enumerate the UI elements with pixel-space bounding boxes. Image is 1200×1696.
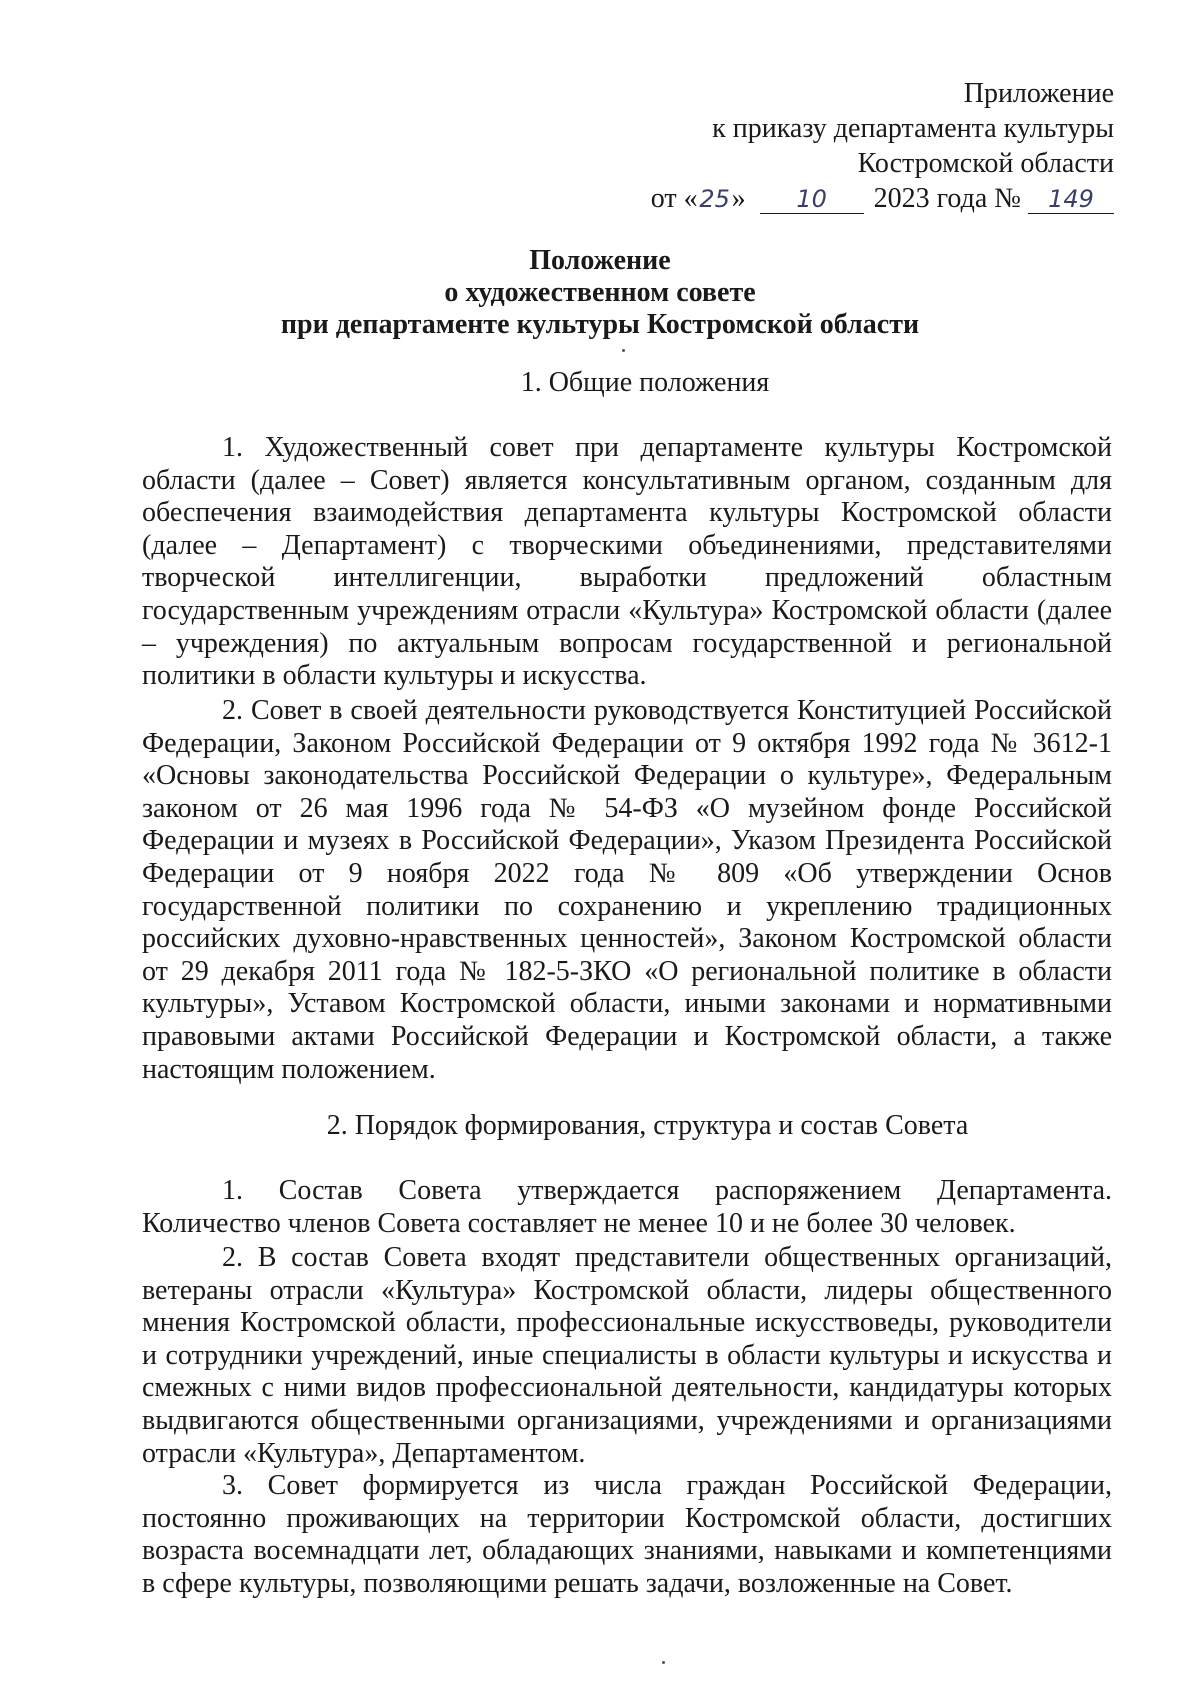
section-1-heading: 1. Общие положения [520, 367, 770, 398]
appendix-header [651, 76, 1114, 216]
title-line-1: Положение [529, 245, 671, 276]
section-1-paragraph-2: 2. Совет в своей деятельности руководствуется Конституцией Российской Федерации, Законом Российской Федерации от 9 октября 1992 года № 3612-1 «Основы законодательства Российской Федерации о культуре», Федеральным законом от 26 мая 1996 года № 54-ФЗ «О музейном фонде Российской Федерации и музеях в Российской Федерации», Указом Президента Российской Федерации от 9 ноября 2022 года № 809 «Об утверждении Основ государственной политики по сохранению и укреплению традиционных российских духовно-нравственных ценностей», Законом Костромской области от 29 декабря 2011 года № 182-5-ЗКО «О региональной политике в области культуры», Уставом Костромской области, иными законами и нормативными правовыми актами Российской Федерации и Костромской области, а также настоящим положением. [142, 695, 1112, 1085]
section-2-paragraph-3: 3. Совет формируется из числа граждан Российской Федерации, постоянно проживающих на территории Костромской области, достигших возраста восемнадцати лет, обладающих знаниями, навыками и компетенциями в сфере культуры, позволяющими решать задачи, возложенные на Совет. [142, 1470, 1112, 1599]
date-prefix: от « [650, 183, 698, 214]
scan-speck [622, 349, 625, 352]
appendix-date-line [651, 181, 1114, 216]
document-title [0, 245, 1200, 341]
section-1-paragraph-1: 1. Художественный совет при департаменте культуры Костромской области (далее – Совет) является консультативным органом, созданным для обеспечения взаимодействия департамента культуры Костромской области (далее – Департамент) с творческими объединениями, представителями творческой интеллигенции, выработки предложений областным государственным учреждениям отрасли «Культура» Костромской области (далее – учреждения) по актуальным вопросам государственной и региональной политики в области культуры и искусства. [142, 432, 1112, 692]
section-2-paragraph-1: 1. Состав Совета утверждается распоряжением Департамента. Количество членов Совета составляет не менее 10 и не более 30 человек. [142, 1175, 1112, 1239]
appendix-label: Приложение [963, 78, 1114, 109]
section-2-heading: 2. Порядок формирования, структура и состав Совета [326, 1110, 969, 1141]
section-2-paragraph-2: 2. В состав Совета входят представители общественных организаций, ветераны отрасли «Культура» Костромской области, лидеры общественного мнения Костромской области, профессиональные искусствоведы, руководители и сотрудники учреждений, иные специалисты в области культуры и искусства и смежных с ними видов профессиональной деятельности, кандидатуры которых выдвигаются общественными организациями, учреждениями и организациями отрасли «Культура», Департаментом. [142, 1242, 1112, 1469]
title-line-3: при департаменте культуры Костромской области [280, 309, 920, 340]
date-year: 2023 года № [873, 183, 1021, 214]
date-month-handwritten: 10 [760, 185, 864, 214]
date-day-handwritten: 25 [699, 185, 730, 213]
date-mid: » [731, 183, 746, 214]
order-number-handwritten: 149 [1028, 185, 1114, 214]
title-line-2: о художественном совете [444, 277, 756, 308]
appendix-region: Костромской области [857, 148, 1114, 179]
scan-speck [662, 1661, 665, 1664]
appendix-order-ref: к приказу департамента культуры [712, 113, 1114, 144]
